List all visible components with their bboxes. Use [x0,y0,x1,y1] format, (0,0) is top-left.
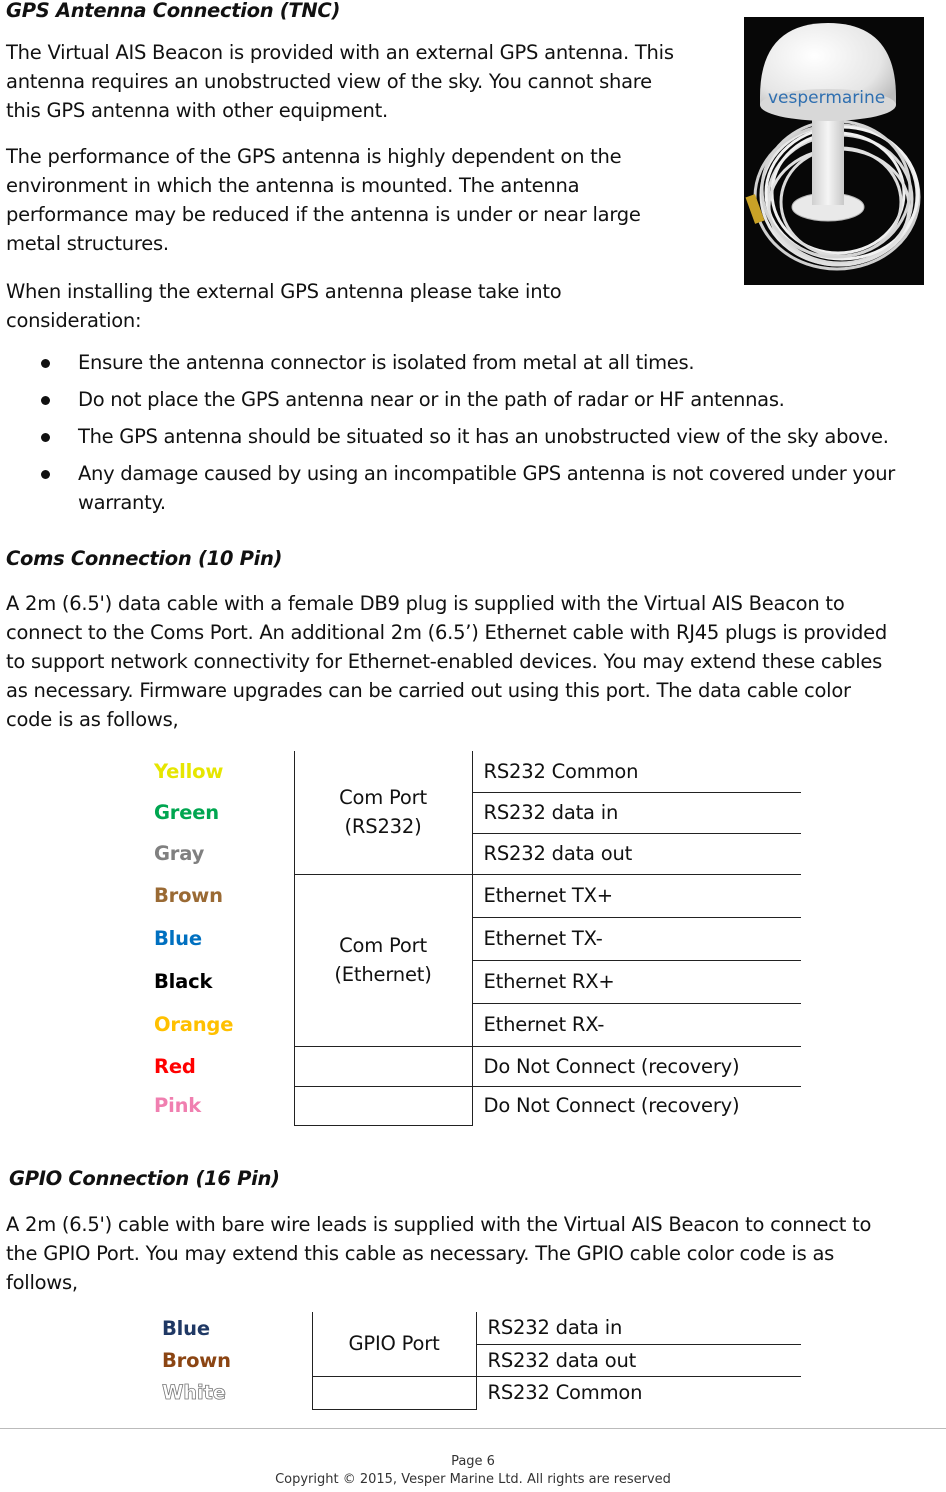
gps-antenna-photo [744,17,924,285]
signal-description: RS232 data in [472,792,801,833]
signal-description: RS232 Common [476,1376,801,1409]
wire-color-label: Blue [154,927,202,950]
bullet-dot-icon [41,396,50,405]
copyright: Copyright © 2015, Vesper Marine Ltd. All rights are reserved [275,1472,671,1487]
bullet-dot-icon [41,433,50,442]
gps-para3-line: consideration: [6,309,142,332]
gps-para1-line: The Virtual AIS Beacon is provided with an external GPS antenna. This [6,41,674,64]
wire-color-label: Black [154,970,213,993]
color-row [146,792,801,833]
signal-description: RS232 Common [483,759,639,783]
signal-description: RS232 data out [476,1344,801,1376]
color-row [146,1046,801,1086]
bullet-text: Any damage caused by using an incompatible GPS antenna is not covered under your warranty. [78,462,896,514]
bullet-dot-icon [41,359,50,368]
coms-para-line: to support network connectivity for Ethernet-enabled devices. You may extend these cables [6,650,883,673]
gps-para2-line: The performance of the GPS antenna is highly dependent on the [6,145,622,168]
signal-description: RS232 data out [472,833,801,874]
bullet-item [36,385,946,414]
wire-color-label: White [162,1381,226,1404]
bullet-dot-icon [41,470,50,479]
signal-description: Do Not Connect (recovery) [472,1046,801,1086]
wire-color-label: Gray [154,842,205,865]
coms-table-body [146,751,801,1125]
page-number: Page 6 [451,1454,495,1469]
coms-color-table [146,751,801,1126]
port-label [294,751,472,874]
bullet-text: Ensure the antenna connector is isolated from metal at all times. [78,351,695,374]
gpio-para-line: A 2m (6.5') cable with bare wire leads is supplied with the Virtual AIS Beacon to connect to [6,1213,872,1236]
port-empty-cell [294,1046,472,1086]
port-label-line: Com Port [339,934,427,957]
signal-description: Ethernet RX+ [472,960,801,1003]
coms-para-line: A 2m (6.5') data cable with a female DB9 plug is supplied with the Virtual AIS Beacon to [6,592,845,615]
color-row [146,960,801,1003]
signal-description: RS232 data in [487,1316,623,1340]
port-label [294,874,472,1046]
color-row [146,833,801,874]
port-label-line: GPIO Port [348,1332,440,1356]
gps-para1-line: this GPS antenna with other equipment. [6,99,388,122]
footer-divider [0,1428,946,1429]
signal-description: Ethernet TX- [472,917,801,960]
wire-color-label: Yellow [154,760,224,783]
port-label-line: (RS232) [344,815,422,839]
port-label-line: (Ethernet) [334,963,432,986]
color-row [154,1344,801,1376]
gps-bullet-list [36,348,946,525]
signal-description: Do Not Connect (recovery) [472,1086,801,1125]
gps-para2-line: environment in which the antenna is mounted. The antenna [6,174,580,197]
wire-color-label: Red [154,1054,196,1078]
vesper-logo-text: vespermarine [768,88,886,108]
gps-paragraph-2 [6,142,641,258]
wire-color-label: Green [154,801,219,824]
bullet-text: The GPS antenna should be situated so it has an unobstructed view of the sky above. [78,425,889,448]
coms-para-line: connect to the Coms Port. An additional 2m (6.5’) Ethernet cable with RJ45 plugs is provided [6,621,888,644]
signal-description: Ethernet TX+ [472,874,801,917]
color-row [146,1086,801,1125]
bullet-text: Do not place the GPS antenna near or in the path of radar or HF antennas. [78,388,785,411]
gpio-color-table [154,1312,801,1410]
wire-color-label: Brown [162,1348,231,1372]
gpio-section-heading: GPIO Connection (16 Pin) [9,1167,280,1190]
color-row [146,751,801,792]
gpio-table-body [154,1312,801,1409]
gps-section-heading: GPS Antenna Connection (TNC) [6,0,341,22]
color-row [154,1376,801,1409]
signal-description: Ethernet RX- [472,1003,801,1046]
wire-color-label: Orange [154,1013,234,1036]
port-label [312,1312,476,1376]
coms-para-line: as necessary. Firmware upgrades can be carried out using this port. The data cable color [6,679,851,702]
gps-paragraph-3 [6,277,561,335]
coms-paragraph [6,589,887,734]
gpio-para-line: follows, [6,1271,78,1294]
wire-color-label: Pink [154,1094,202,1117]
gps-paragraph-1 [6,38,674,125]
port-empty-cell [312,1376,476,1409]
gps-para3-line: When installing the external GPS antenna please take into [6,280,562,303]
port-label-line: Com Port [339,786,427,810]
color-row [146,917,801,960]
color-row [146,874,801,917]
wire-color-label: Blue [162,1316,210,1340]
color-row [154,1312,801,1344]
coms-para-line: code is as follows, [6,708,179,731]
coms-section-heading: Coms Connection (10 Pin) [6,547,283,570]
gps-para2-line: performance may be reduced if the antenna is under or near large [6,203,641,226]
bullet-item [36,348,946,377]
gps-antenna-illustration [744,17,924,285]
color-row [146,1003,801,1046]
gpio-para-line: the GPIO Port. You may extend this cable as necessary. The GPIO cable color code is as [6,1242,835,1265]
bullet-item [36,422,946,451]
wire-color-label: Brown [154,884,223,907]
gps-para2-line: metal structures. [6,232,169,255]
port-empty-cell [294,1086,472,1125]
gps-para1-line: antenna requires an unobstructed view of the sky. You cannot share [6,70,652,93]
gpio-paragraph [6,1210,871,1297]
bullet-item [36,459,946,517]
